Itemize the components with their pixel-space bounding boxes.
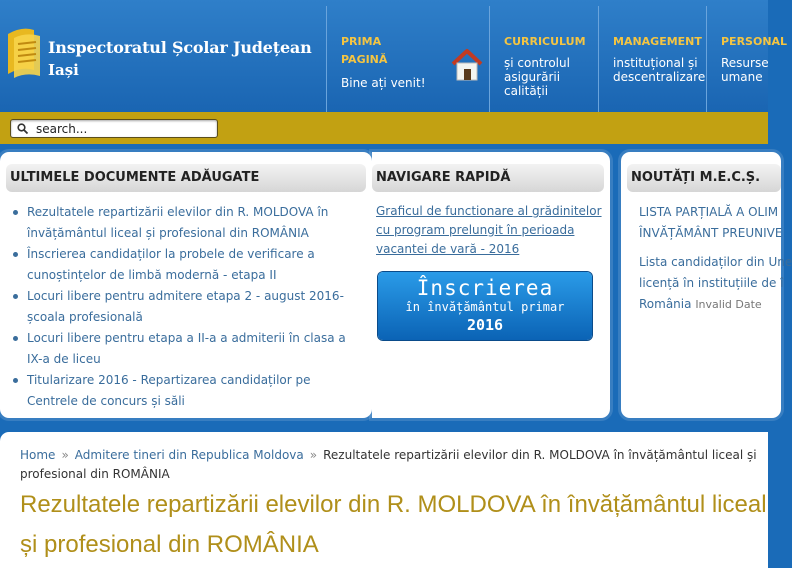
nav-management-label: MANAGEMENT xyxy=(613,35,702,48)
latest-documents-panel xyxy=(0,152,372,418)
nav-personal-desc: Resurse umane xyxy=(721,56,769,84)
banner-line3: 2016 xyxy=(466,316,504,334)
document-link[interactable]: Locuri libere pentru etapa a II-a a admiterii în clasa a IX-a de liceu xyxy=(13,328,353,370)
kindergarten-schedule-link[interactable]: Graficul de functionare al grădinitelor cu program prelungit în perioada vacantei de vară - 2016 xyxy=(376,204,602,256)
nav-item-personal[interactable] xyxy=(706,6,788,112)
news-item-line: ÎNVĂȚĂMÂNT PREUNIVE xyxy=(639,226,783,240)
latest-documents-title: ULTIMELE DOCUMENTE ADĂUGATE xyxy=(6,164,366,192)
banner-line2: în învățământul primar xyxy=(405,300,565,314)
nav-personal-label: PERSONAL xyxy=(721,35,788,48)
nav-item-curriculum[interactable] xyxy=(489,6,598,112)
news-item[interactable] xyxy=(639,202,781,244)
news-title: NOUTĂȚI M.E.C.Ș. xyxy=(627,164,781,192)
document-link[interactable]: Locuri libere pentru admitere etapa 2 - august 2016- școala profesională xyxy=(13,286,353,328)
breadcrumb-section[interactable]: Admitere tineri din Republica Moldova xyxy=(74,448,304,462)
search-placeholder: search... xyxy=(36,122,88,136)
nav-home-label2: PAGINĂ xyxy=(341,53,388,66)
news-panel xyxy=(621,152,792,418)
main-content xyxy=(0,432,768,568)
banner-line1: Înscrierea xyxy=(416,276,554,300)
documents-list xyxy=(13,202,372,412)
quick-nav-panel xyxy=(372,152,610,418)
site-header xyxy=(0,0,788,112)
nav-item-management[interactable] xyxy=(598,6,706,112)
nav-item-home[interactable] xyxy=(326,6,489,112)
nav-management-desc: instituțional și descentralizare xyxy=(613,56,706,84)
breadcrumb-home[interactable]: Home xyxy=(20,448,56,462)
nav-curriculum-label: CURRICULUM xyxy=(504,35,586,48)
quick-nav-title: NAVIGARE RAPIDĂ xyxy=(372,164,604,192)
document-link[interactable]: Titularizare 2016 - Repartizarea candidaților pe Centrele de concurs și săli xyxy=(13,370,353,412)
breadcrumb-separator: » xyxy=(61,448,69,462)
main-nav xyxy=(326,6,788,112)
document-link[interactable]: Rezultatele repartizării elevilor din R. MOLDOVA în învățământul liceal și profesional din ROMÂNIA xyxy=(13,202,353,244)
site-title: Inspectoratul Școlar Județean xyxy=(48,38,312,57)
book-logo-icon xyxy=(4,24,46,80)
search-icon xyxy=(17,123,28,134)
primary-enrollment-banner[interactable] xyxy=(378,272,592,340)
news-item-line: LISTA PARȚIALĂ A OLIM xyxy=(639,205,779,219)
nav-home-label: PRIMA xyxy=(341,35,382,48)
news-date: Invalid Date xyxy=(695,298,762,311)
search-input[interactable] xyxy=(10,119,218,138)
news-item-line: Lista candidaților din Une xyxy=(639,255,792,269)
site-subtitle: Iași xyxy=(48,61,79,79)
news-item-line: România xyxy=(639,297,692,311)
site-logo[interactable] xyxy=(0,0,326,112)
news-list xyxy=(639,202,792,315)
breadcrumb xyxy=(20,446,768,484)
document-link[interactable]: Înscrierea candidaților la probele de verificare a cunoștințelor de limbă modernă - etapa II xyxy=(13,244,353,286)
article-title: Rezultatele repartizării elevilor din R. MOLDOVA în învățământul liceal și profesional din ROMÂNIA xyxy=(20,491,767,558)
news-item[interactable] xyxy=(639,252,792,315)
news-item-line: licență în instituțiile de î xyxy=(639,276,784,290)
breadcrumb-separator: » xyxy=(309,448,318,462)
nav-home-desc: Bine ați venit! xyxy=(341,76,426,90)
home-icon xyxy=(451,48,483,82)
breadcrumb-current: Rezultatele repartizării elevilor din R. MOLDOVA în învățământul liceal și profesional din ROMÂNIA xyxy=(20,448,757,481)
nav-curriculum-desc: și controlul asigurării calității xyxy=(504,56,570,98)
